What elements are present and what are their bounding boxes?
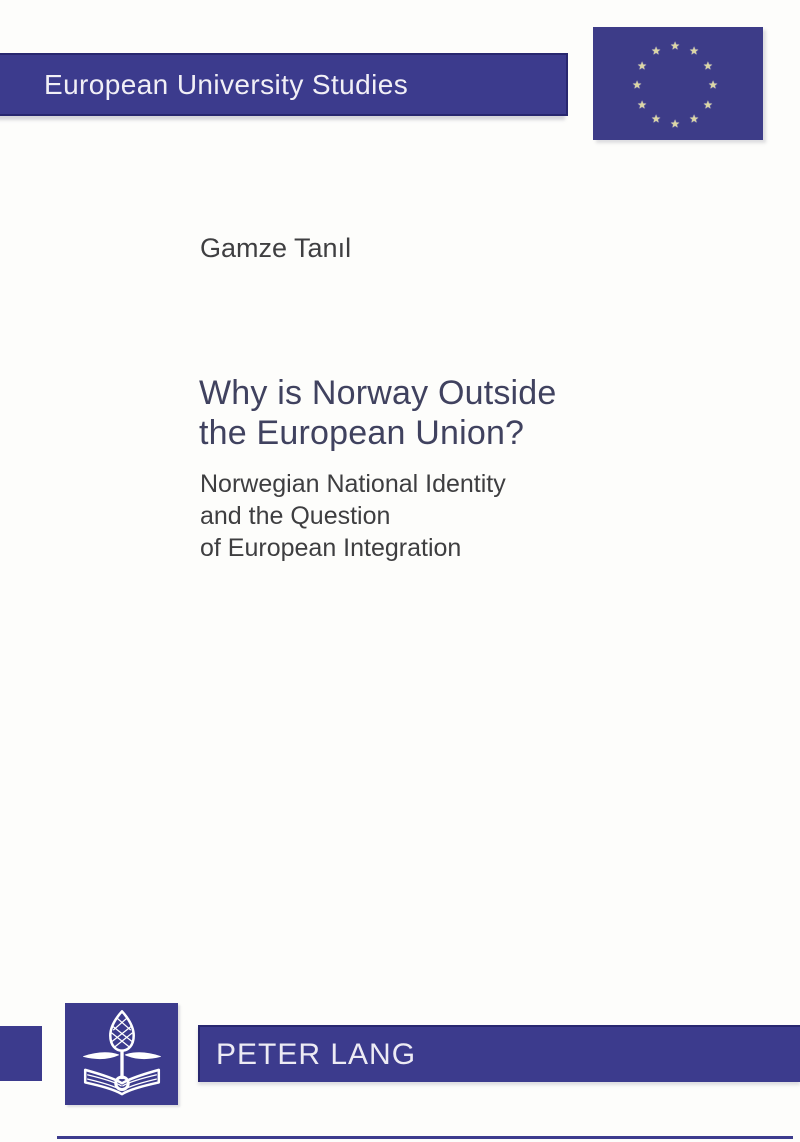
- eu-star-icon: ★: [702, 60, 713, 72]
- book-title: [199, 373, 557, 453]
- eu-star-icon: ★: [670, 40, 680, 53]
- book-subtitle: [200, 468, 506, 564]
- eu-star-icon: ★: [702, 99, 713, 111]
- publisher-name: PETER LANG: [216, 1037, 417, 1071]
- bottom-rule: [57, 1136, 793, 1139]
- book-title-line: Why is Norway Outside: [199, 374, 557, 412]
- book-subtitle-line: Norwegian National Identity: [200, 470, 506, 498]
- thistle-open-book-emblem-icon: [78, 1008, 166, 1100]
- publisher-logo: [65, 1003, 178, 1105]
- eu-star-icon: ★: [632, 79, 642, 92]
- eu-star-icon: ★: [689, 45, 699, 58]
- eu-star-icon: ★: [670, 118, 680, 131]
- eu-star-icon: ★: [651, 45, 661, 58]
- left-accent-block: [0, 1026, 42, 1081]
- eu-star-icon: ★: [689, 113, 699, 126]
- eu-star-icon: ★: [708, 79, 718, 92]
- series-title: European University Studies: [44, 68, 409, 100]
- author-name: Gamze Tanıl: [200, 233, 352, 263]
- book-subtitle-line: and the Question: [200, 502, 391, 530]
- book-subtitle-line: of European Integration: [200, 534, 462, 562]
- eu-star-icon: ★: [637, 99, 648, 111]
- publisher-banner: [198, 1025, 800, 1082]
- eu-star-icon: ★: [651, 113, 661, 126]
- series-banner: [0, 53, 568, 116]
- eu-flag-logo: [593, 27, 763, 140]
- book-title-line: the European Union?: [199, 414, 525, 452]
- eu-star-icon: ★: [637, 60, 648, 72]
